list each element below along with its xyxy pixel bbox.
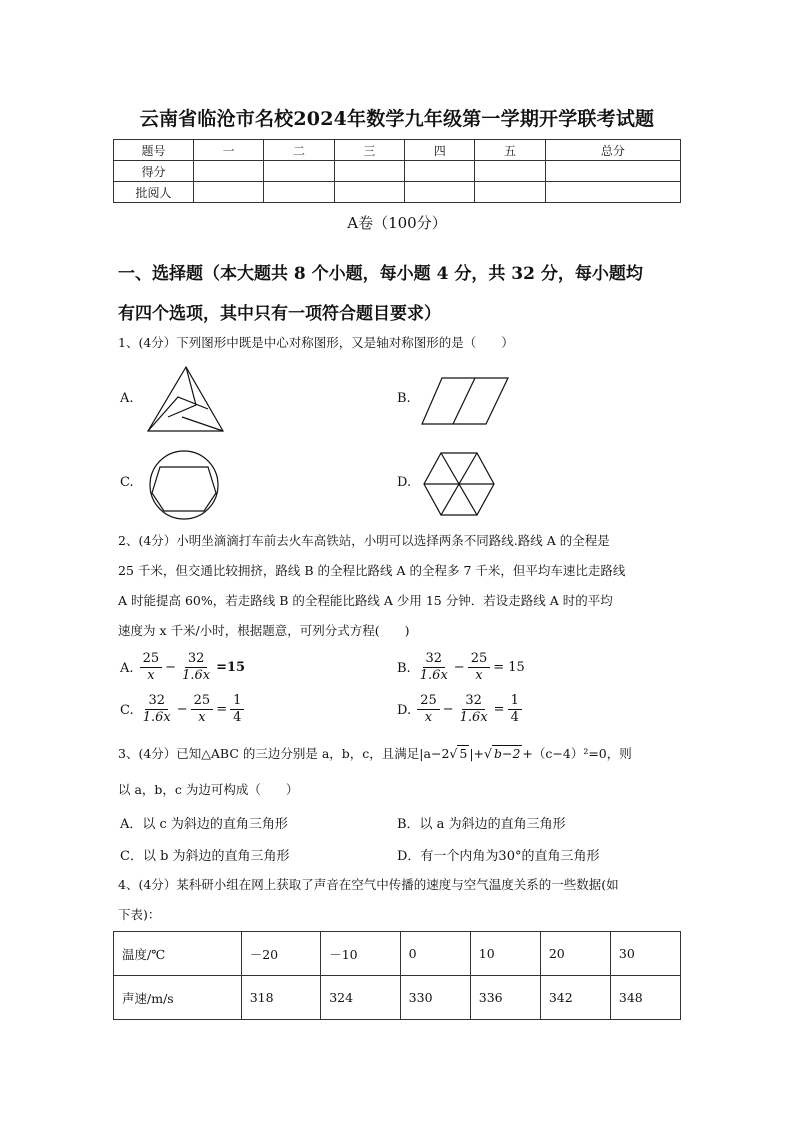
denominator: 1.6x (142, 710, 171, 725)
q1-option-a-label: A. (120, 391, 134, 406)
fraction (140, 651, 163, 684)
numerator: 25 (140, 651, 163, 668)
denominator: x (475, 668, 483, 683)
table-cell: 330 (400, 976, 470, 1020)
numerator: 32 (185, 651, 208, 668)
table-cell: －20 (241, 932, 320, 976)
denominator: 4 (233, 710, 242, 725)
numerator: 25 (417, 693, 440, 710)
denominator: x (424, 710, 433, 725)
sqrt-radicand: 5 (459, 746, 468, 761)
table-row (114, 976, 681, 1020)
denominator: x (198, 710, 206, 725)
score-cell (194, 182, 264, 203)
fraction (457, 693, 491, 726)
score-table (113, 139, 681, 203)
q2-line: 速度为 x 千米/小时，根据题意，可列分式方程( ) (118, 623, 410, 638)
table-row (114, 932, 681, 976)
q1-stem: 1、(4分）下列图形中既是中心对称图形，又是轴对称图形的是（ ） (118, 335, 514, 350)
sqrt-sign: √ (449, 746, 458, 761)
fraction (508, 693, 522, 726)
q3-text (118, 739, 678, 805)
score-cell (405, 182, 475, 203)
q1-option-b-label: B. (397, 391, 411, 406)
fraction (417, 693, 440, 726)
score-header-cell: 四 (405, 140, 475, 161)
table-cell: 10 (470, 932, 540, 976)
score-header-cell: 一 (194, 140, 264, 161)
fraction (230, 693, 244, 726)
sqrt-radicand: b−2 (493, 746, 521, 761)
denominator: 1.6x (182, 668, 211, 683)
fraction (140, 693, 174, 726)
table-cell: 324 (321, 976, 400, 1020)
minus-sign: − (176, 702, 188, 717)
table-cell: 声速/m/s (114, 976, 242, 1020)
score-row-label: 得分 (114, 161, 194, 182)
numerator: 32 (423, 651, 446, 668)
part1-heading (118, 254, 688, 334)
q2-option-b (397, 651, 527, 684)
equals-sign: = (216, 702, 228, 717)
score-cell (405, 161, 475, 182)
score-header-cell: 三 (334, 140, 404, 161)
hexagon-figure (422, 451, 496, 517)
q3-option-b: B．以 a 为斜边的直角三角形 (397, 817, 566, 832)
q2-option-c (120, 693, 245, 726)
parallelogram-figure (420, 376, 510, 426)
q3-line (118, 739, 678, 769)
score-cell (194, 161, 264, 182)
score-cell (264, 182, 334, 203)
table-cell: 0 (400, 932, 470, 976)
q2-option-label: A. (120, 661, 134, 676)
part1-heading-line: 一、选择题（本大题共 8 个小题，每小题 4 分，共 32 分，每小题均 (118, 264, 643, 284)
table-cell: －10 (321, 932, 400, 976)
q3-option-a: A．以 c 为斜边的直角三角形 (120, 817, 288, 832)
numerator: 25 (191, 693, 214, 710)
circle-trapezoid-figure (146, 449, 222, 521)
q1-option-d-label: D. (397, 475, 412, 490)
numerator: 32 (145, 693, 168, 710)
score-cell (264, 161, 334, 182)
q3-text-part: +（c−4）²=0，则 (522, 746, 632, 761)
table-cell: 348 (610, 976, 680, 1020)
q2-option-label: C. (120, 703, 134, 718)
q3-line: 以 a，b，c 为边可构成（ ） (118, 782, 299, 797)
sqrt-sign: √ (484, 746, 492, 761)
fraction (468, 651, 491, 684)
fraction (417, 651, 451, 684)
minus-sign: − (453, 660, 465, 675)
score-cell (334, 182, 404, 203)
q3-text-part: |+ (469, 746, 485, 761)
score-header-cell: 五 (475, 140, 545, 161)
equals-value: = 15 (493, 660, 525, 675)
q2-text (118, 526, 678, 646)
table-cell: 30 (610, 932, 680, 976)
minus-sign: − (165, 660, 177, 675)
q4-text (118, 870, 678, 930)
table-cell: 318 (241, 976, 320, 1020)
q2-option-a (120, 651, 247, 684)
q2-line: 2、(4分）小明坐滴滴打车前去火车高铁站，小明可以选择两条不同路线.路线 A 的全程是 (118, 533, 610, 548)
equals-value: =15 (216, 660, 246, 675)
fraction (191, 693, 214, 726)
numerator: 25 (468, 651, 491, 668)
q3-option-d: D．有一个内角为30°的直角三角形 (397, 849, 600, 864)
table-cell: 342 (540, 976, 610, 1020)
score-header-cell: 题号 (114, 140, 194, 161)
score-header-cell: 总分 (545, 140, 680, 161)
q2-option-label: B. (397, 661, 411, 676)
denominator: 1.6x (459, 710, 488, 725)
q2-option-d (397, 693, 523, 726)
q2-line: 25 千米，但交通比较拥挤，路线 B 的全程比路线 A 的全程多 7 千米，但平均车速比走路线 (118, 563, 626, 578)
denominator: 4 (510, 710, 519, 725)
denominator: 1.6x (419, 668, 448, 683)
score-cell (545, 182, 680, 203)
q4-line: 4、(4分）某科研小组在网上获取了声音在空气中传播的速度与空气温度关系的一些数据(如 (118, 877, 619, 892)
numerator: 1 (508, 693, 522, 710)
q2-option-label: D. (397, 703, 412, 718)
q1-option-c-label: C. (120, 475, 134, 490)
denominator: x (147, 668, 155, 683)
q4-line: 下表)： (118, 907, 161, 922)
triangle-pinwheel-figure (146, 365, 226, 435)
part1-heading-line: 有四个选项，其中只有一项符合题目要求） (118, 304, 441, 324)
q2-line: A 时能提高 60%，若走路线 B 的全程能比路线 A 少用 15 分钟．若设走路线 A 时的平均 (118, 593, 613, 608)
equals-sign: = (493, 702, 505, 717)
table-cell: 20 (540, 932, 610, 976)
numerator: 32 (462, 693, 485, 710)
score-cell (334, 161, 404, 182)
score-cell (545, 161, 680, 182)
minus-sign: − (442, 702, 454, 717)
sound-speed-table (113, 931, 681, 1020)
score-header-cell: 二 (264, 140, 334, 161)
table-cell: 温度/℃ (114, 932, 242, 976)
score-cell (475, 161, 545, 182)
numerator: 1 (230, 693, 244, 710)
fraction (179, 651, 213, 684)
table-cell: 336 (470, 976, 540, 1020)
section-a-title: A卷（100分） (347, 214, 447, 232)
score-row-label: 批阅人 (114, 182, 194, 203)
page-title: 云南省临沧市名校2024年数学九年级第一学期开学联考试题 (139, 108, 655, 130)
score-cell (475, 182, 545, 203)
q3-option-c: C．以 b 为斜边的直角三角形 (120, 849, 290, 864)
q3-text-part: 3、(4分）已知△ABC 的三边分别是 a，b，c，且满足|a−2 (118, 746, 450, 761)
